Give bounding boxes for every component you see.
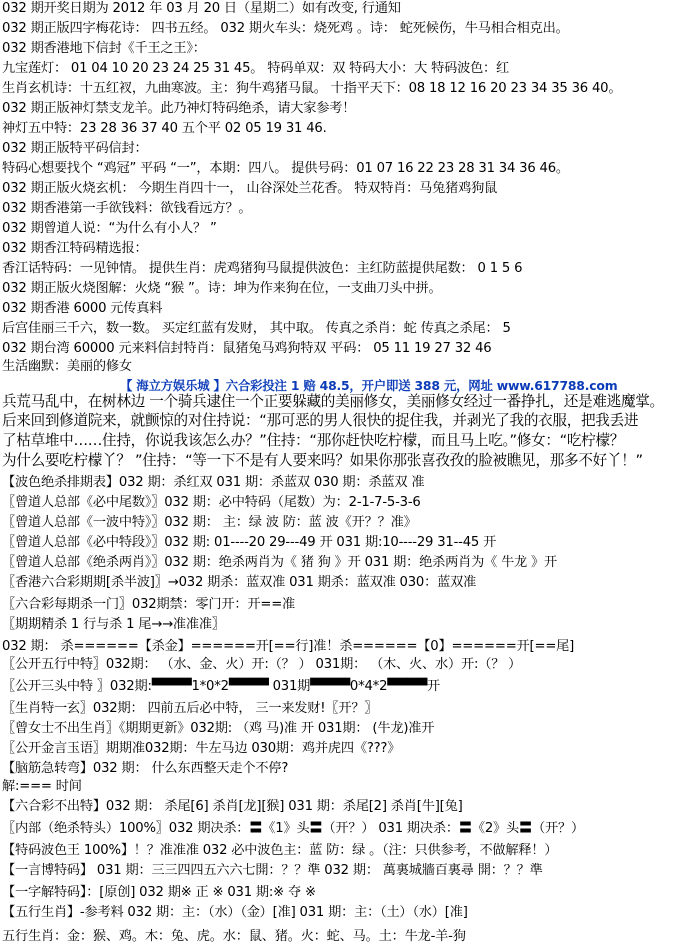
text-line: 香江话特码：一见钟情。 提供生肖：虎鸡猪狗马鼠提供波色：主红防蓝提供尾数： 0 1 5 6: [2, 261, 523, 276]
text-line: 〖曾道人总部《必中特段》〗032 期: 01----20 29---49 开 031 期:10----29 31--45 开: [2, 535, 497, 550]
text-line: 特码心想要找个 “鸡冠” 平码 “一”，本期：四八。 提供号码：01 07 16 22 23 28 31 34 36 46。: [2, 161, 569, 176]
text-line: 〖公开五行中特〗032期： （水、金、火）开:（？ ） 031期： （木、火、水）开:（？ ）: [2, 657, 522, 672]
text-line: 了枯草堆中……住持，你说我该怎么办？”住持：“那你赶快吃柠檬，而且马上吃。”修女：“吃柠檬？: [2, 432, 625, 449]
text-line: 【五行生肖】-参考料 032 期：主：（水）（金）[准] 031 期：主：（土）（水）[准]: [2, 905, 468, 920]
text-line: 〖曾道人总部《必中尾数》〗032 期：必中特码（尾数）为：2-1-7-5-3-6: [2, 495, 421, 510]
text-line: 解:=== 时间: [2, 779, 82, 794]
text-line: 032 期香江特码精选报：: [2, 241, 148, 256]
text-line: 〖曾道人总部《一波中特》〗032 期： 主：绿 波 防：蓝 波《开？？准》: [2, 515, 417, 530]
text-line: 【一字解特码】：[原创] 032 期※ 正 ※ 031 期:※ 夺 ※: [2, 885, 316, 900]
text-line: 【波色绝杀排期表】032 期：杀红双 031 期：杀蓝双 030 期：杀蓝双 准: [2, 475, 425, 490]
text-line: 【脑筋急转弯】032 期： 什么东西整天走个不停?: [2, 761, 289, 776]
text-line: 〖香港六合彩期期[杀半波]〗→032 期杀：蓝双准 031 期杀：蓝双准 030：蓝双准: [2, 575, 477, 590]
text-line: 032 期： 杀======【杀金】======开[==行]准！杀======【0】======开[==尾]: [2, 639, 575, 654]
text-line: 032 期正版火烧玄机： 今期生肖四十一， 山谷深处兰花香。 特双特肖：马兔猪鸡狗鼠: [2, 181, 498, 196]
text-line: 032 期香港第一手欲钱料：欲钱看远方？。: [2, 201, 252, 216]
text-line: 032 期台湾 60000 元来料信封特肖：鼠猪兔马鸡狗特双 平码： 05 11 19 27 32 46: [2, 341, 492, 356]
text-line: 后宫佳丽三千六，数一数。 买定红蓝有发财， 其中取。 传真之杀肖：蛇 传真之杀尾： 5: [2, 321, 511, 336]
text-line: 九宝莲灯： 01 04 10 20 23 24 25 31 45。 特码单双：双 特码大小：大 特码波色：红: [2, 61, 510, 76]
text-line: 032 期香港 6000 元传真料: [2, 301, 163, 316]
text-line: 〖生肖特一玄〗032期： 四前五后必中特， 三一来发财!〖开？〗: [2, 701, 378, 716]
text-line: 032 期正版神灯禁支龙羊。此乃神灯特码绝杀，请大家参考！: [2, 101, 356, 116]
text-line: 〖六合彩每期杀一门〗032期禁：零门开：开==准: [2, 597, 296, 612]
text-line: 〖内部（绝杀特头）100%〗032 期决杀：〓《1》头〓（开？） 031 期决杀：〓《2》头〓（开？）: [2, 821, 584, 836]
text-line: 【特码波色王 100%】！？准准准 032 必中波色主：蓝 防：绿 。（注：只供参考，不做解释！）: [2, 843, 558, 858]
text-line: 032 期香港地下信封《千王之王》：: [2, 41, 206, 56]
text-line: 〖公开三头中特 〗032期:▀▀▀▀1*0*2▀▀▀▀ 031期▀▀▀▀0*4*2▀▀▀▀开: [2, 679, 441, 694]
text-line: 032 期正版四字梅花诗： 四书五经。 032 期火车头：烧死鸡 。诗： 蛇死候伤，牛马相合相克出。: [2, 21, 569, 36]
text-line: 五行生肖：金：猴、鸡。木：兔、虎。水：鼠、猪。火：蛇、马。土：牛龙-羊-狗: [2, 929, 466, 944]
text-line: 〖期期精杀 1 行与杀 1 尾→→准准准〗: [2, 617, 225, 632]
text-line: 生肖玄机诗：十五红衩，九曲寒波。主：狗牛鸡猪马鼠。 十指平天下：08 18 12 16 20 23 34 35 36 40。: [2, 81, 622, 96]
text-line: 032 期正版火烧图解：火烧 “猴 ”。诗：坤为作来狗在位，一支曲刀头中拼。: [2, 281, 442, 296]
text-line: 生活幽默：美丽的修女: [2, 359, 132, 374]
text-line: 【六合彩不出特】032 期： 杀尾[6] 杀肖[龙][猴] 031 期：杀尾[2] 杀肖[牛][兔]: [2, 799, 463, 814]
text-line: 032 期开奖日期为 2012 年 03 月 20 日（星期二）如有改变, 行通知: [2, 1, 401, 16]
text-line: 032 期正版特平码信封：: [2, 141, 148, 156]
ad-banner-line[interactable]: 【 海立方娱乐城 】六合彩投注 1 赔 48.5，开户即送 388 元，网址 www.617788.com: [120, 378, 618, 393]
text-line: 神灯五中特：23 28 36 37 40 五个平 02 05 19 31 46.: [2, 121, 327, 136]
text-line: 兵荒马乱中，在树林边 一个骑兵逮住一个正要躲藏的美丽修女，美丽修女经过一番挣扎，还是难逃魔掌。: [2, 393, 664, 410]
text-line: 〖公开金言玉语〗期期准032期：牛左马边 030期：鸡并虎四《???》: [2, 741, 401, 756]
text-line: 为什么要吃柠檬丫？ ”住持：“等一下不是有人要来吗？如果你那张喜孜孜的脸被瞧见，那多不好丫！”: [2, 452, 643, 469]
text-line: 032 期曾道人说：“为什么有小人？ ”: [2, 221, 217, 236]
text-line: 〖曾女士不出生肖〗《期期更新》032期: （鸡 马)准 开 031期： (牛龙)准开: [2, 721, 435, 736]
text-line: 后来回到修道院来，就颤惊的对住持说：“那可恶的男人很快的捉住我，并剥光了我的衣服，把我丢进: [2, 412, 639, 429]
text-line: 【一言博特码】 031 期：三三四四五六六七開：？？準 032 期： 萬裏城牆百裏尋 開：？？準: [2, 863, 543, 878]
text-line: 〖曾道人总部《绝杀两肖》〗032 期：绝杀两肖为《 猪 狗 》开 031 期：绝杀两肖为《 牛龙 》开: [2, 555, 558, 570]
